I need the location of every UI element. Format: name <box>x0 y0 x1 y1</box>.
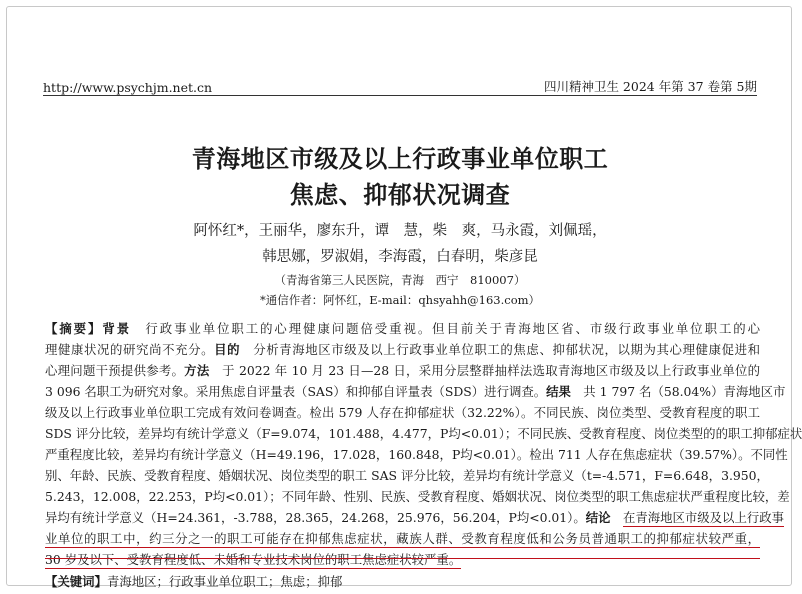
abstract-line <box>45 318 760 339</box>
journal-issue: 四川精神卫生 2024 年第 37 卷第 5期 <box>543 79 757 94</box>
abstract-text: 级及以上行政事业单位职工完成有效问卷调查。检出 579 人存在抑郁症状（32.22%）。不同民族、岗位类型、受教育程度的职工 <box>45 405 760 420</box>
section-heading: 结论 <box>585 510 611 525</box>
section-heading: 方法 <box>184 363 210 378</box>
abstract-line <box>45 465 769 486</box>
abstract-text: 严重程度比较，差异均有统计学意义（H=49.196，17.028，160.848，P均<0.01）。检出 711 人存在焦虑症状（39.57%）。不同性 <box>45 447 788 462</box>
keywords-text: 青海地区；行政事业单位职工；焦虑；抑郁 <box>106 574 343 589</box>
header-rule <box>43 95 757 96</box>
abstract-text: 心理问题干预提供参考。 <box>45 363 185 378</box>
section-heading: 结果 <box>546 384 571 399</box>
abstract-text: 3 096 名职工为研究对象。采用焦虑自评量表（SAS）和抑郁自评量表（SDS）进行调查。 <box>45 384 547 399</box>
abstract-text: 行政事业单位职工的心理健康问题倍受重视。但目前关于青海地区省、市级行政事业单位职工的心 <box>131 321 761 336</box>
paper-title-line-1: 青海地区市级及以上行政事业单位职工 <box>191 145 609 173</box>
conclusion-highlight: 业单位的职工中，约三分之一的职工可能存在抑郁焦虑症状，藏族人群、受教育程度低和公务员普通职工的抑郁症状较严重， <box>45 531 760 546</box>
abstract-text: 分析青海地区市级及以上行政事业单位职工的焦虑、抑郁状况，以期为其心理健康促进和 <box>240 342 761 357</box>
abstract-line <box>45 444 788 465</box>
abstract-line <box>45 486 790 507</box>
abstract-line <box>45 507 785 528</box>
journal-url[interactable]: http://www.psychjm.net.cn <box>43 80 213 95</box>
abstract-text: 5.243，12.008，22.253，P均<0.01）；不同年龄、性别、民族、受教育程度、婚姻状况、岗位类型的职工焦虑症状严重程度比较，差 <box>45 489 790 504</box>
abstract-line <box>45 549 760 570</box>
author-list-line-2: 韩思娜，罗淑娟，李海霞，白春明，柴彦昆 <box>262 249 538 265</box>
highlight-underline <box>45 558 760 559</box>
keywords-label: 【关键词】 <box>45 574 107 589</box>
conclusion-highlight: 在青海地区市级及以上行政事 <box>622 510 785 525</box>
abstract-line <box>45 402 760 423</box>
abstract-line <box>45 339 760 360</box>
abstract-label: 【摘要】 <box>45 321 103 336</box>
affiliation: （青海省第三人民医院，青海 西宁 810007） <box>274 273 526 287</box>
section-heading: 背景 <box>102 321 132 336</box>
abstract-text: 别、年龄、民族、受教育程度、婚姻状况、岗位类型的职工 SAS 评分比较，差异均有统计学意义（t=-4.571，F=6.648，3.950， <box>45 468 769 483</box>
running-head <box>43 79 757 95</box>
abstract-text: 理健康状况的研究尚不充分。 <box>45 342 215 357</box>
author-list-line-1: 阿怀红*，王丽华，廖东升，谭 慧，柴 爽，马永霞，刘佩瑶， <box>193 223 607 239</box>
abstract-text: 共 1 797 名（58.04%）青海地区市 <box>570 384 786 399</box>
abstract <box>45 318 802 570</box>
abstract-line <box>45 528 760 549</box>
section-heading: 目的 <box>214 342 241 357</box>
correspondence: *通信作者：阿怀红，E-mail：qhsyahh@163.com） <box>259 293 541 307</box>
abstract-line <box>45 423 802 444</box>
abstract-text <box>611 510 623 525</box>
abstract-text: 异均有统计学意义（H=24.361，-3.788，28.365，24.268，25.976，56.204，P均<0.01）。 <box>45 510 586 525</box>
abstract-text: 于 2022 年 10 月 23 日—28 日，采用分层整群抽样法选取青海地区市级及以上行政事业单位的 <box>209 363 761 378</box>
conclusion-highlight: 30 岁及以下、受教育程度低、未婚和专业技术岗位的职工焦虑症状较严重。 <box>45 552 462 567</box>
keywords <box>45 572 342 590</box>
abstract-line <box>45 360 760 381</box>
paper-title-line-2: 焦虑、抑郁状况调查 <box>289 181 511 209</box>
abstract-text: SDS 评分比较，差异均有统计学意义（F=9.074，101.488，4.477，P均<0.01）；不同民族、受教育程度、岗位类型的的职工抑郁症状 <box>45 426 802 441</box>
abstract-line <box>45 381 786 402</box>
